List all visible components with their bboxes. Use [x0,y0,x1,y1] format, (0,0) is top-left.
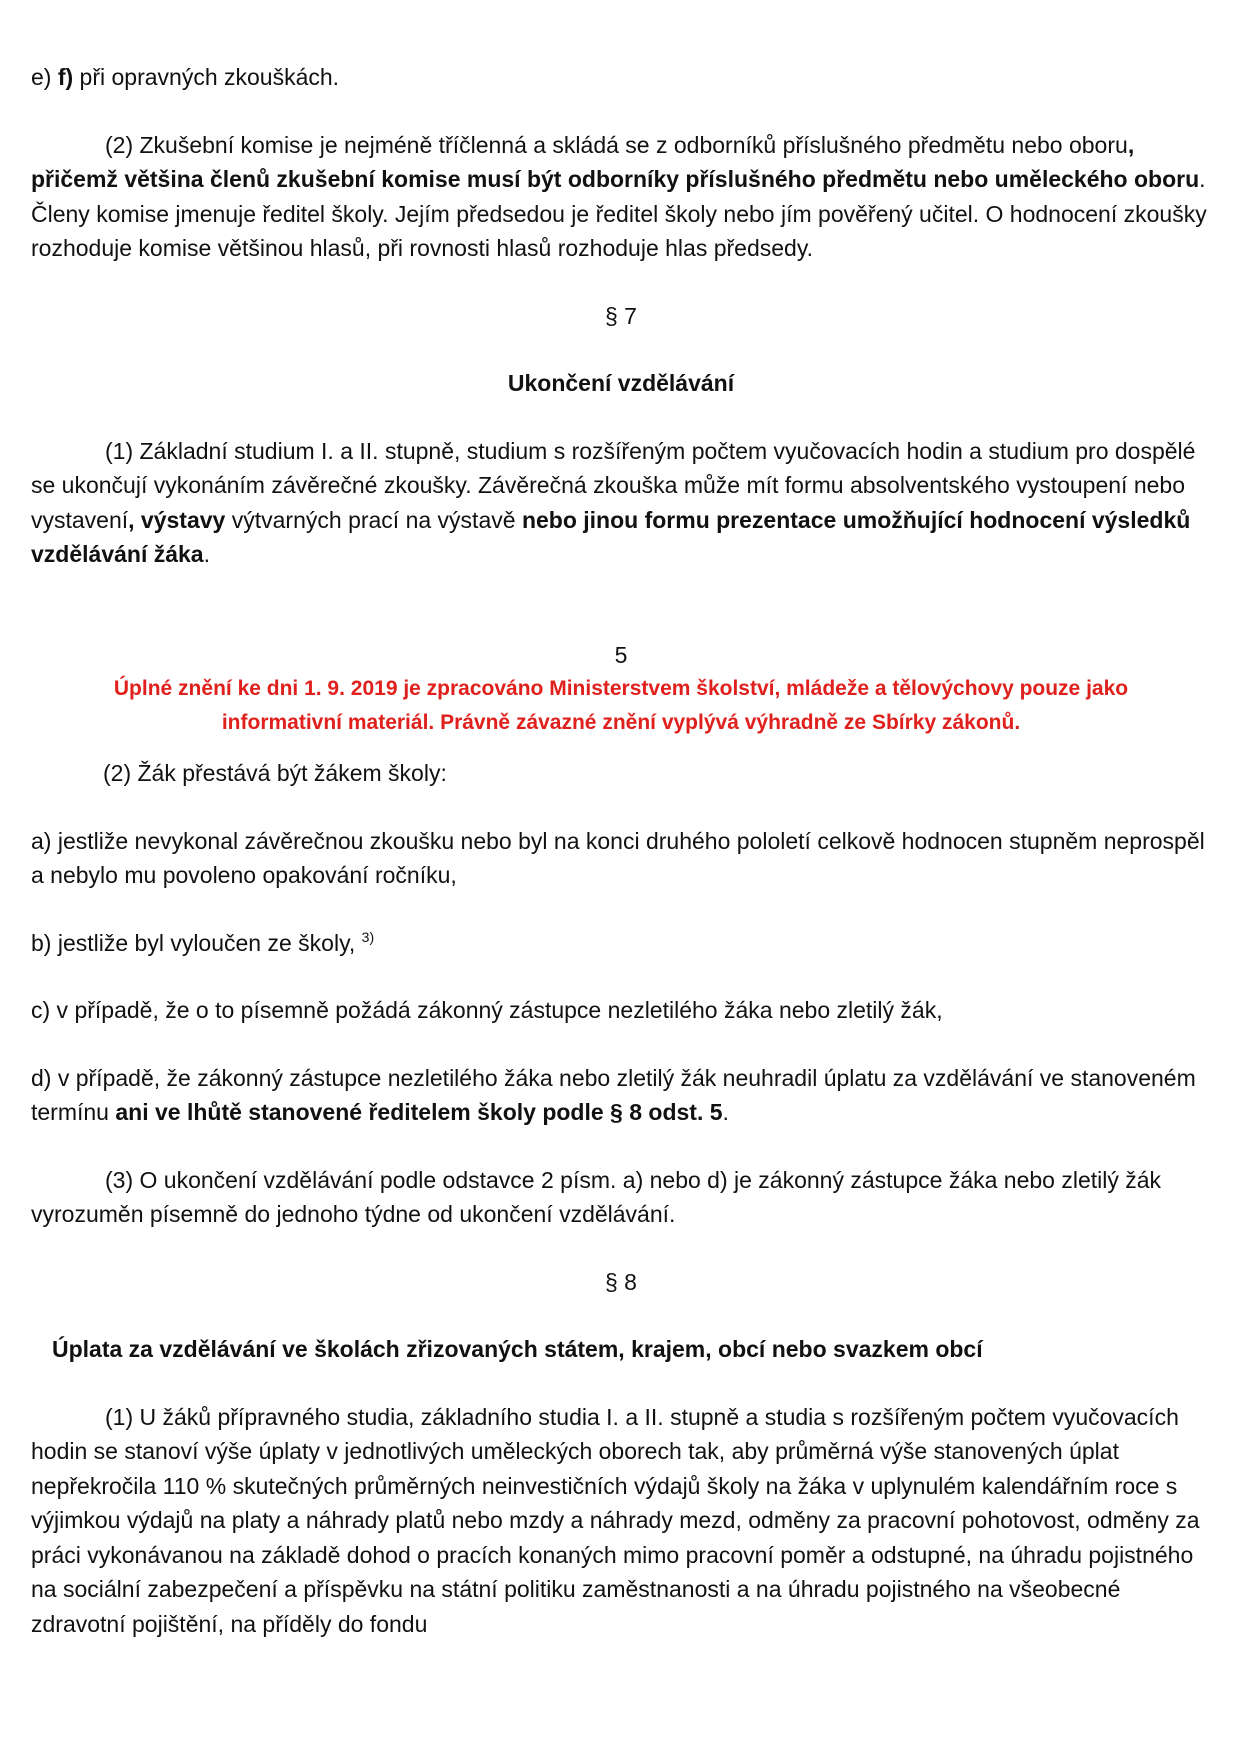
paragraph-6-2: (2) Zkušební komise je nejméně tříčlenná a skládá se z odborníků příslušného předmětu nebo oboru, přičemž většina členů zkušební komise musí být odborníky příslušného předmětu nebo uměleckého oboru. Členy komise jmenuje ředitel školy. Jejím předsedou je ředitel školy nebo jím pověřený učitel. O hodnocení zkoušky rozhoduje komise většinou hlasů, při rovnosti hlasů rozhoduje hlas předsedy. [31,131,1207,261]
bold-insertion: ani ve lhůtě stanovené ředitelem školy podle § 8 odst. 5 [115,1099,723,1125]
notice-line-2: informativní materiál. Právně závazné znění vyplývá výhradně ze Sbírky zákonů. [221,711,1021,734]
bold-insertion: , přičemž většina členů zkušební komise musí být odborníky příslušného předmětu nebo uměleckého oboru [31,131,1200,192]
list-item-a: a) jestliže nevykonal závěrečnou zkoušku nebo byl na konci druhého pololetí celkově hodnocen stupněm neprospěl a nebylo mu povoleno opakování ročníku, [31,827,1205,888]
paragraph-7-3: (3) O ukončení vzdělávání podle odstavce 2 písm. a) nebo d) je zákonný zástupce žáka nebo zletilý žák vyrozuměn písemně do jednoho týdne od ukončení vzdělávání. [31,1166,1162,1227]
paragraph-8-1: (1) U žáků přípravného studia, základního studia I. a II. stupně a studia s rozšířeným počtem vyučovacích hodin se stanoví výše úplaty v jednotlivých uměleckých oborech tak, aby průměrná výše stanovených úplat nepřekročila 110 % skutečných průměrných neinvestičních výdajů školy na žáka v uplynulém kalendářním roce s výjimkou výdajů na platy a náhrady platů nebo mzdy a náhrady mezd, odměny za pracovní pohotovost, odměny za práci vykonávanou na základě dohod o pracích konaných mimo pracovní poměr a odstupné, na úhradu pojistného na sociální zabezpečení a příspěvku na státní politiku zaměstnanosti a na úhradu pojistného na všeobecné zdravotní pojištění, na příděly do fondu [31,1403,1200,1637]
footnote-ref: 3) [361,928,375,945]
paragraph-e-item: e) f) při opravných zkouškách. [31,64,340,90]
bold-insertion: f) [57,64,74,90]
section-8-title: Úplata za vzdělávání ve školách zřizovaných státem, krajem, obcí nebo svazkem obcí [52,1336,983,1362]
list-item-b: b) jestliže byl vyloučen ze školy, $^{3)}$ [31,928,375,956]
legal-notice [31,672,1211,740]
section-7-title: Ukončení vzdělávání [507,370,735,396]
section-7-mark: § 7 [605,302,637,329]
notice-line-1: Úplné znění ke dni 1. 9. 2019 je zpracováno Ministerstvem školství, mládeže a tělovýchovy pouze jako [113,677,1129,700]
paragraph-7-1: (1) Základní studium I. a II. stupně, studium s rozšířeným počtem vyučovacích hodin a studium pro dospělé se ukončují vykonáním závěrečné zkoušky. Závěrečná zkouška může mít formu absolventského vystoupení nebo vystavení, výstavy výtvarných prací na výstavě nebo jinou formu prezentace umožňující hodnocení výsledků vzdělávání žáka. [31,437,1196,567]
page-number: 5 [614,641,628,668]
bold-insertion: , výstavy [128,506,226,533]
document-page [31,60,1211,1641]
paragraph-7-2: (2) Žák přestává být žákem školy: [103,760,447,786]
bold-insertion: nebo jinou formu prezentace umožňující hodnocení výsledků vzdělávání žáka [31,506,1191,567]
list-item-d: d) v případě, že zákonný zástupce nezletilého žáka nebo zletilý žák neuhradil úplatu za vzdělávání ve stanoveném termínu ani ve lhůtě stanovené ředitelem školy podle § 8 odst. 5. [31,1064,1196,1125]
section-8-mark: § 8 [605,1268,637,1295]
list-item-c: c) v případě, že o to písemně požádá zákonný zástupce nezletilého žáka nebo zletilý žák, [31,997,943,1023]
